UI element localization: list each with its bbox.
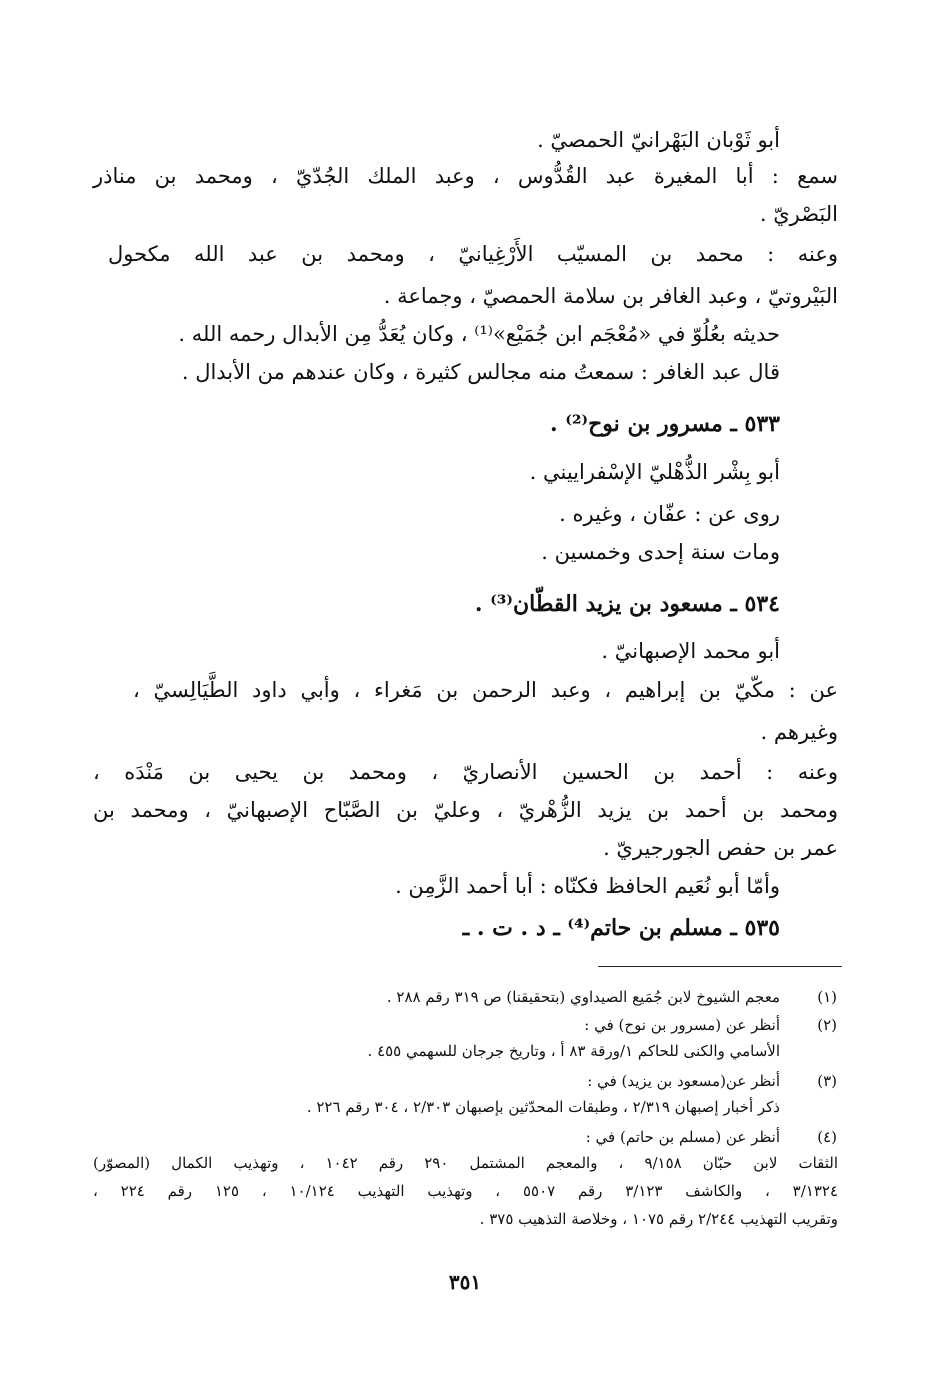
entry-title: ٥٣٤ ـ مسعود بن يزيد القطّان⁽³⁾ . <box>474 591 780 617</box>
body-line: أبو محمد الإصبهانيّ . <box>601 639 780 663</box>
page-number: ٣٥١ <box>448 1270 482 1294</box>
body-line: حديثه بعُلُوّ في «مُعْجَم ابن جُمَيْع»⁽¹⁾ ، وكان يُعَدُّ مِن الأبدال رحمه الله . <box>178 322 780 346</box>
body-line: وغيرهم . <box>760 720 838 744</box>
footnote-number: (٢) <box>817 1016 837 1034</box>
body-line: البَصْريّ . <box>759 202 838 226</box>
footnote-line: الثقات لابن حبّان ٩/١٥٨ ، والمعجم المشتمل ٢٩٠ رقم ١٠٤٢ ، وتهذيب الكمال (المصوّر) <box>93 1154 838 1172</box>
body-line: البَيْروتيّ ، وعبد الغافر بن سلامة الحمصيّ ، وجماعة . <box>383 284 838 308</box>
footnote-line: أنظر عن (مسلم بن حاتم) في : <box>585 1128 780 1146</box>
footnote-line: أنظر عن (مسرور بن نوح) في : <box>584 1016 780 1034</box>
footnote-number: (٣) <box>817 1072 837 1090</box>
body-line: وعنه : محمد بن المسيّب الأَرْغِيانيّ ، ومحمد بن عبد الله مكحول <box>108 242 838 266</box>
body-line: قال عبد الغافر : سمعتُ منه مجالس كثيرة ، وكان عندهم من الأبدال . <box>181 360 780 384</box>
body-line: عن : مكّيّ بن إبراهيم ، وعبد الرحمن بن مَغراء ، وأبي داود الطَّيَالِسيّ ، <box>133 678 838 702</box>
footnote-line: ذكر أخبار إصبهان ٢/٣١٩ ، وطبقات المحدّثين بإصبهان ٢/٣٠٣ ، ٣٠٤ رقم ٢٢٦ . <box>306 1098 780 1116</box>
body-line: أبو ثَوْبان البَهْرانيّ الحمصيّ . <box>537 128 780 152</box>
footnote-separator <box>598 966 842 967</box>
footnote-line: أنظر عن(مسعود بن يزيد) في : <box>587 1072 780 1090</box>
body-line: روى عن : عفّان ، وغيره . <box>559 502 780 526</box>
body-line: وأمّا أبو نُعَيم الحافظ فكنّاه : أبا أحمد الزَّمِن . <box>395 874 780 898</box>
body-line: ومات سنة إحدى وخمسين . <box>541 540 780 564</box>
footnote-number: (١) <box>817 988 837 1006</box>
footnote-line: وتقريب التهذيب ٢/٢٤٤ رقم ١٠٧٥ ، وخلاصة التذهيب ٣٧٥ . <box>479 1210 838 1228</box>
body-line: أبو بِشْر الذُّهْليّ الإسْفراييني . <box>529 460 780 484</box>
footnote-line: معجم الشيوخ لابن جُمَيع الصيداوي (بتحقيقنا) ص ٣١٩ رقم ٢٨٨ . <box>386 988 780 1006</box>
footnote-line: ٣/١٣٢٤ ، والكاشف ٣/١٢٣ رقم ٥٥٠٧ ، وتهذيب التهذيب ١٠/١٢٤ ، ١٢٥ رقم ٢٢٤ ، <box>93 1182 839 1200</box>
body-line: ومحمد بن أحمد بن يزيد الزُّهْريّ ، وعليّ بن الصَّبّاح الإصبهانيّ ، ومحمد بن <box>93 798 838 822</box>
body-line: عمر بن حفص الجورجيريّ . <box>603 836 838 860</box>
entry-title: ٥٣٥ ـ مسلم بن حاتم⁽⁴⁾ ـ د . ت . ـ <box>462 915 780 941</box>
entry-title: ٥٣٣ ـ مسرور بن نوح⁽²⁾ . <box>550 411 780 437</box>
footnote-number: (٤) <box>817 1128 837 1146</box>
body-line: وعنه : أحمد بن الحسين الأنصاريّ ، ومحمد بن يحيى بن مَنْدَه ، <box>93 760 838 784</box>
body-line: سمع : أبا المغيرة عبد القُدُّوس ، وعبد الملك الجُدّيّ ، ومحمد بن مناذر <box>93 164 838 188</box>
footnote-line: الأسامي والكنى للحاكم ١/ورقة ٨٣ أ ، وتاريخ جرجان للسهمي ٤٥٥ . <box>367 1042 780 1060</box>
